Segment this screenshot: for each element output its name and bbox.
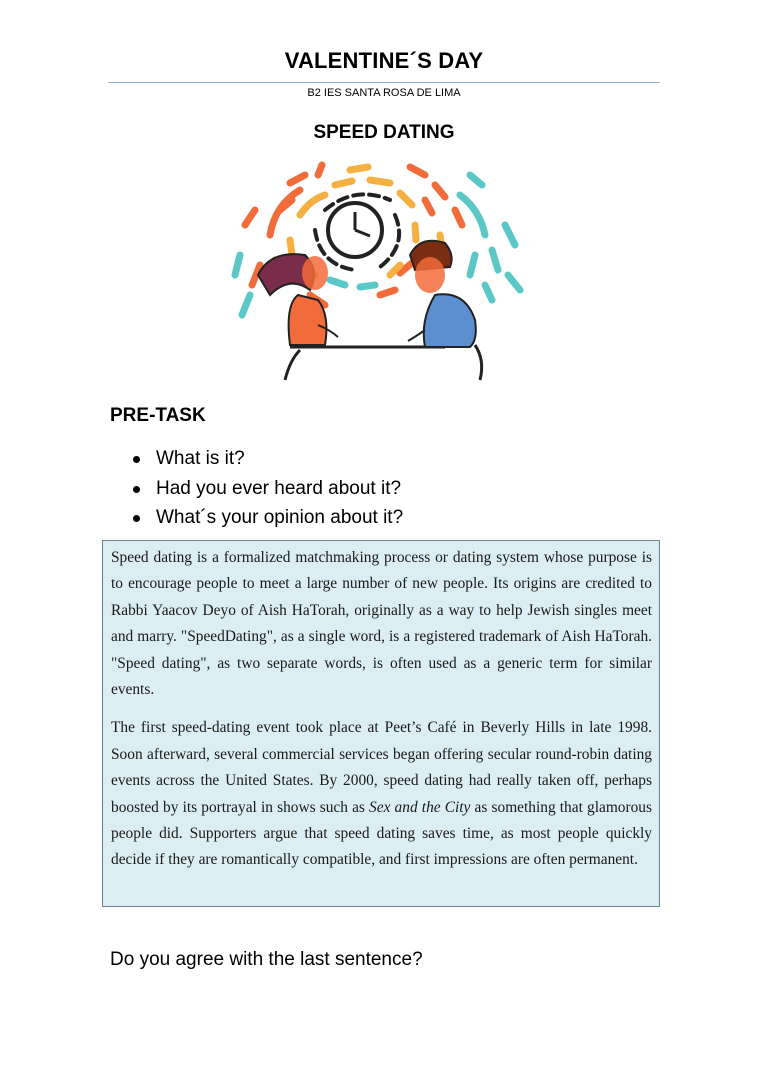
document-subtitle: B2 IES SANTA ROSA DE LIMA	[307, 87, 461, 99]
pretask-heading: PRE-TASK	[110, 405, 206, 426]
document-title: VALENTINE´S DAY	[284, 48, 484, 73]
bullet-icon	[133, 456, 140, 463]
list-item	[128, 474, 403, 504]
bullet-icon	[133, 486, 140, 493]
show-title: Sex and the City	[369, 798, 471, 816]
list-item	[128, 503, 403, 533]
pretask-question-list	[128, 444, 403, 533]
reading-paragraph-1: Speed dating is a formalized matchmaking process or dating system whose purpose is to encourage people to meet a large number of new people. Its origins are credited to Rabbi Yaacov Deyo of Aish HaTorah, originally as a way to help Jewish singles meet and marry. "SpeedDating", as a single word, is a registered trademark of Aish HaTorah. "Speed dating", as two separate words, is often used as a generic term for similar events.	[111, 549, 652, 699]
list-item	[128, 444, 403, 474]
reading-paragraph-2	[111, 715, 652, 873]
question-text: Had you ever heard about it?	[156, 477, 402, 499]
section-title: SPEED DATING	[313, 122, 455, 143]
bullet-icon	[133, 515, 140, 522]
question-text: What´s your opinion about it?	[156, 507, 404, 528]
title-underline	[108, 82, 660, 83]
paragraph-text: The first speed-dating event took place at Peet’s Café in Beverly Hills in late 1998. Soon afterward, several commercial services began offering secular round-robin dating events across the United States. By 2000, speed dating had really taken off, perhaps boosted by its portrayal in shows such as	[111, 719, 652, 816]
paragraph-text: as something that glamorous people did. Supporters argue that speed dating saves time, as most people quickly decide if they are romantically compatible, and first impressions are often permanent.	[111, 798, 652, 869]
speed-dating-illustration	[230, 155, 540, 387]
question-text: What is it?	[156, 448, 245, 469]
reading-text-box	[102, 540, 660, 907]
closing-question: Do you agree with the last sentence?	[110, 949, 423, 970]
